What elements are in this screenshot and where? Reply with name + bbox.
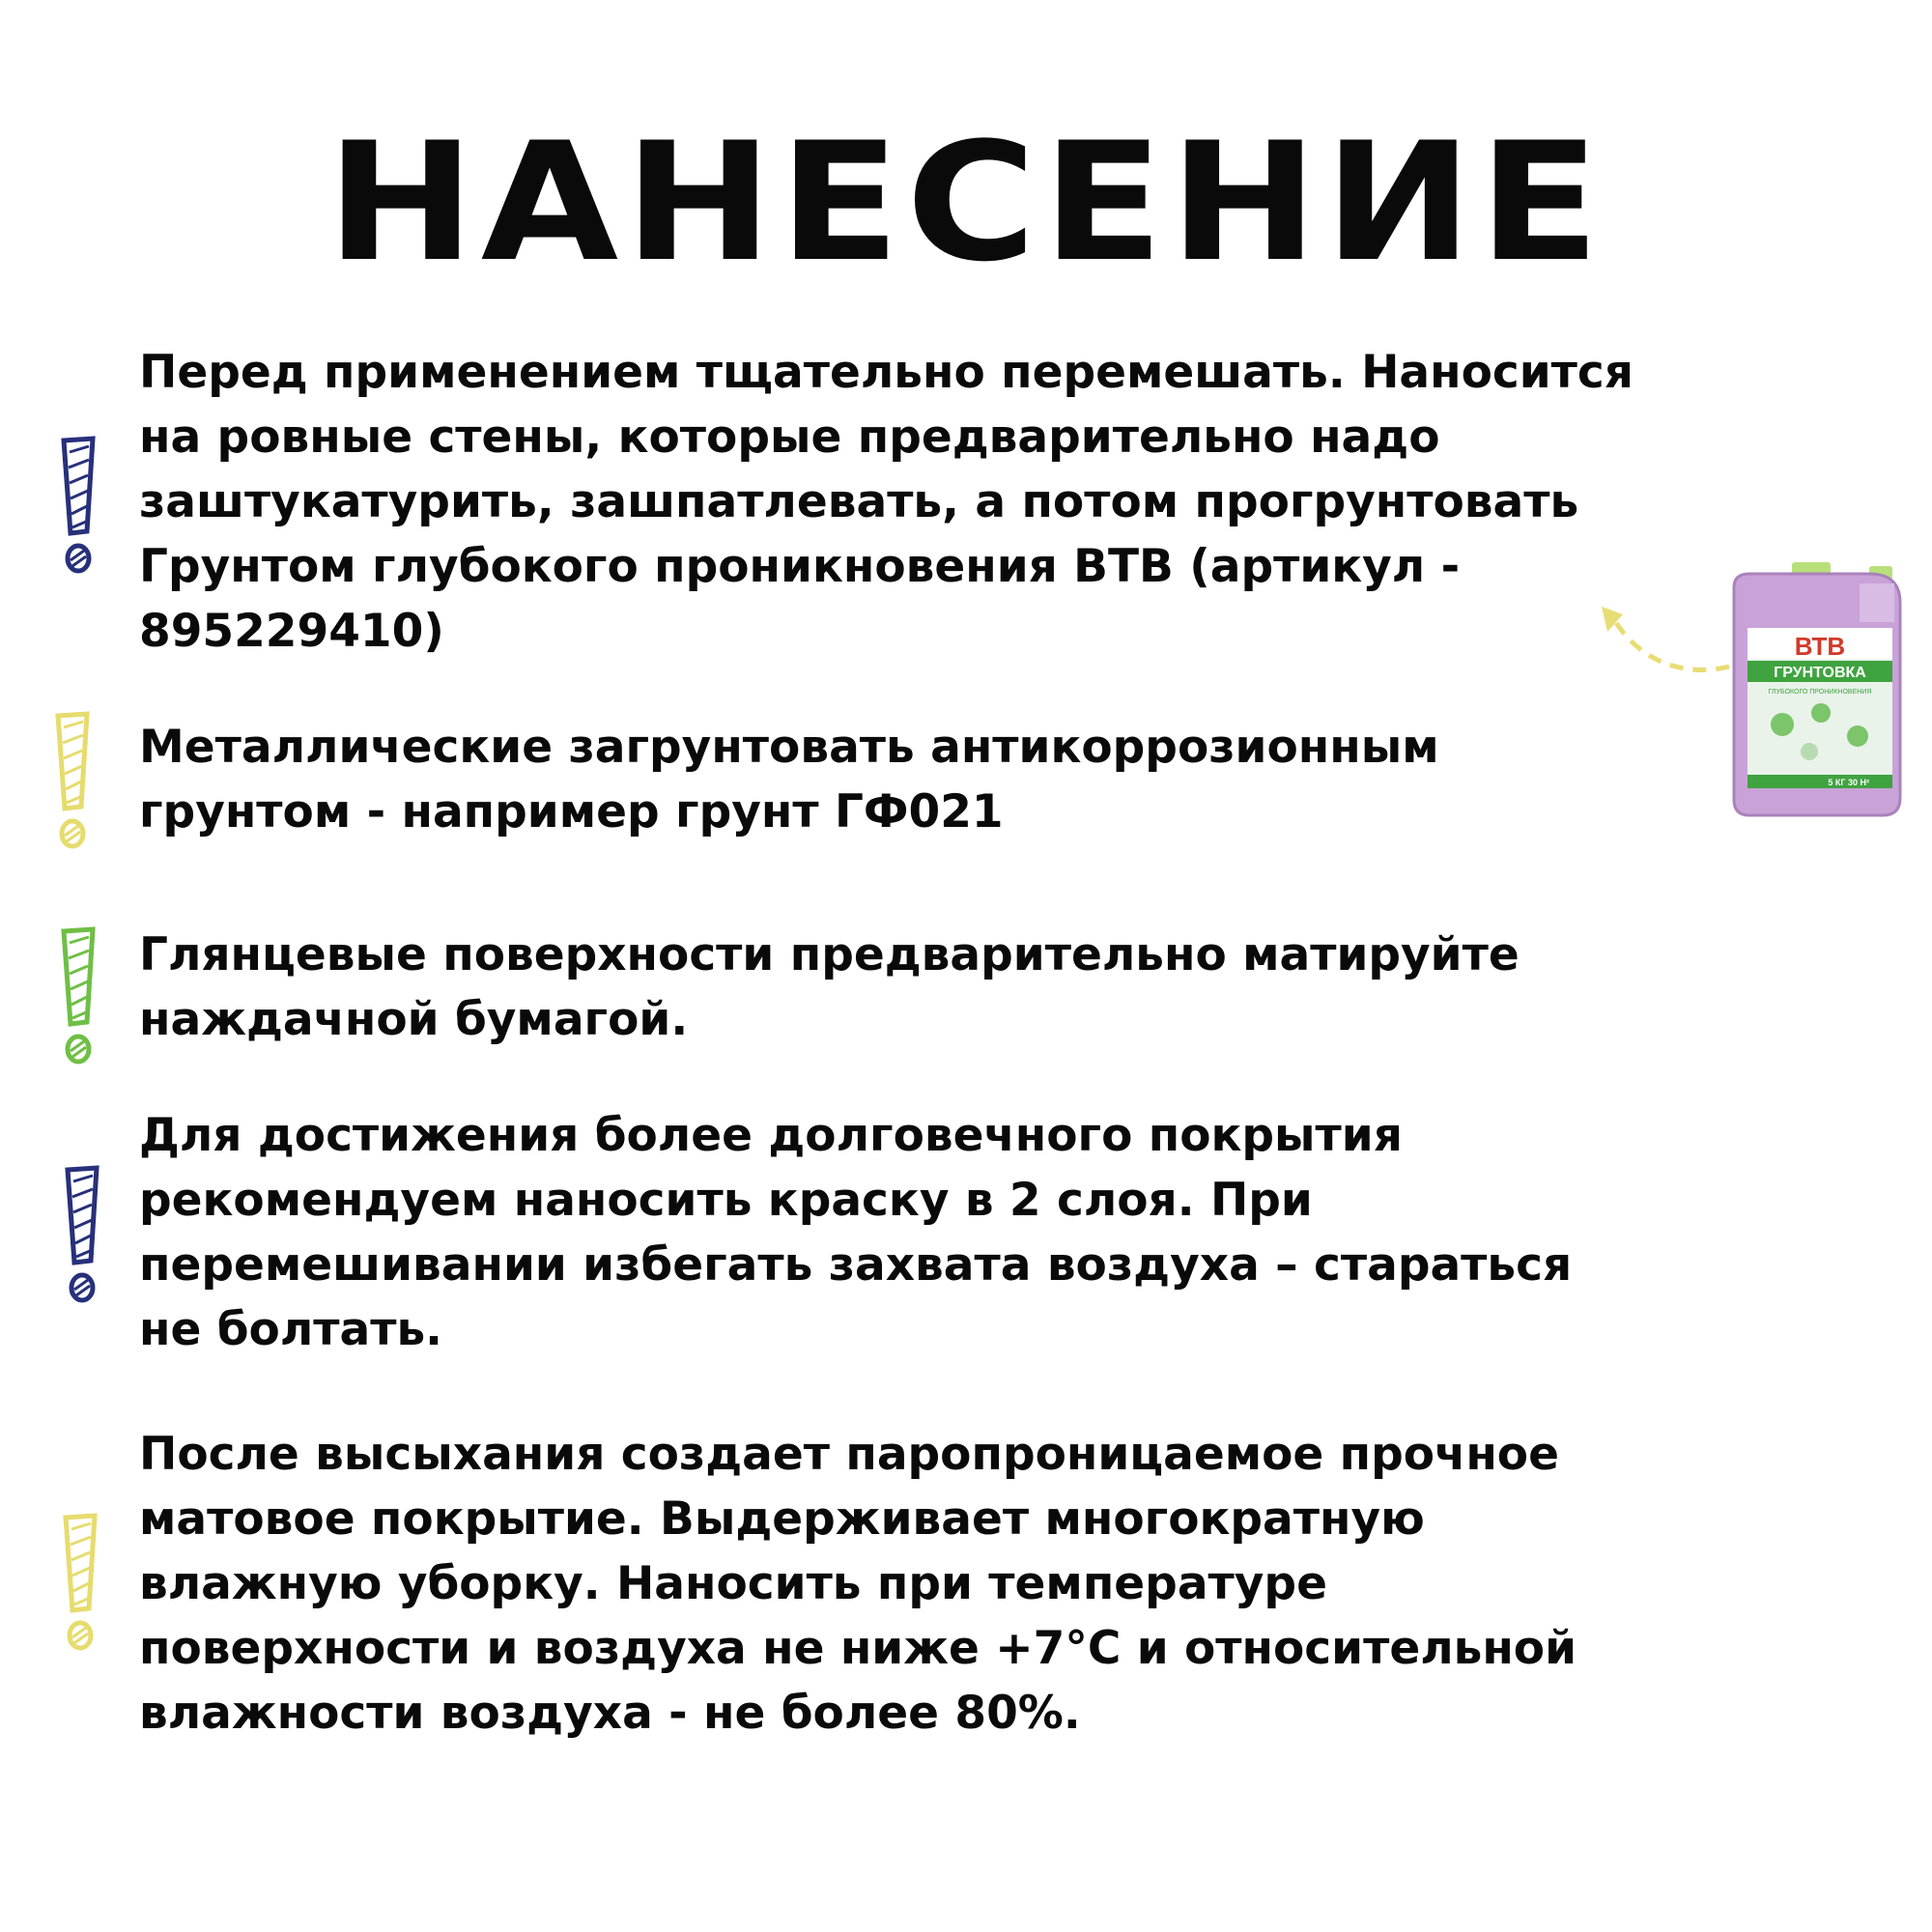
note-mixing-walls: Перед применением тщательно перемешать. Наносится на ровные стены, которые предварительно надо заштукатурить, зашпатлевать, а потом прогрунтовать Грунтом глубокого проникновения ВТВ (артикул - 895229410) <box>139 346 1634 658</box>
exclamation-icon <box>50 710 95 855</box>
exclamation-icon <box>58 1512 102 1657</box>
product-brand: ВТВ <box>1794 632 1846 661</box>
dashed-arrow-icon <box>1584 599 1739 686</box>
exclamation-icon <box>56 925 100 1070</box>
product-sublabel: ГЛУБОКОГО ПРОНИКНОВЕНИЯ <box>1768 689 1872 696</box>
product-volume: 5 КГ 30 Н² <box>1828 778 1869 787</box>
exclamation-icon <box>56 435 100 580</box>
note-metal-primer: Металлические загрунтовать антикоррозионным грунтом - например грунт ГФ021 <box>139 721 1439 838</box>
product-label: ГРУНТОВКА <box>1774 665 1866 681</box>
page-title: НАНЕСЕНИЕ <box>326 107 1606 298</box>
note-after-drying: После высыхания создает паропроницаемое прочное матовое покрытие. Выдерживает многократную влажную уборку. Наносить при температуре поверхности и воздуха не ниже +7°С и относительной влажности воздуха - не более 80%. <box>139 1428 1577 1740</box>
note-two-coats: Для достижения более долговечного покрытия рекомендуем наносить краску в 2 слоя. При перемешивании избегать захвата воздуха – стараться не болтать. <box>139 1109 1573 1356</box>
primer-canister-image <box>1724 560 1908 821</box>
exclamation-icon <box>60 1164 104 1309</box>
note-glossy-surfaces: Глянцевые поверхности предварительно матируйте наждачной бумагой. <box>139 928 1520 1046</box>
